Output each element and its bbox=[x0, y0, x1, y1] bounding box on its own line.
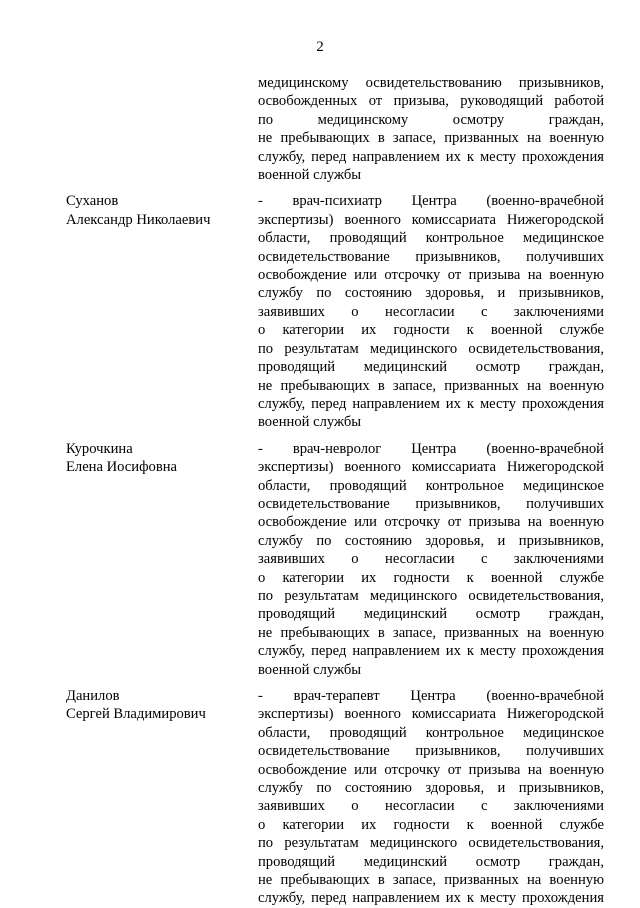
duty-line: проводящий медицинский осмотр граждан, bbox=[258, 606, 604, 623]
duty-line: проводящий медицинский осмотр граждан, bbox=[258, 853, 604, 870]
duty-line: не пребывающих в запасе, призванных на военную bbox=[258, 624, 604, 641]
duty-line: не пребывающих в запасе, призванных на военную bbox=[258, 130, 604, 147]
duty-line: - врач-невролог Центра (военно-врачебной bbox=[258, 440, 604, 457]
duty-line: заявивших о несогласии с заключениями bbox=[258, 303, 604, 320]
member-surname: Курочкина bbox=[66, 440, 133, 457]
duty-line: области, проводящий контрольное медицинское bbox=[258, 230, 604, 247]
duty-line: освобождение или отсрочку от призыва на военную bbox=[258, 267, 604, 284]
duty-line: освидетельствование призывников, получивших bbox=[258, 743, 604, 760]
member-surname: Данилов bbox=[66, 688, 120, 704]
member-name bbox=[66, 192, 258, 229]
duty-line: военной службы bbox=[258, 661, 362, 678]
commission-member-entry bbox=[66, 192, 604, 431]
duty-line: о категории их годности к военной службе bbox=[258, 569, 604, 586]
member-duties bbox=[258, 192, 604, 431]
duty-line: - врач-терапевт Центра (военно-врачебной bbox=[258, 688, 604, 704]
duty-line: службу по состоянию здоровья, и призывников, bbox=[258, 780, 604, 797]
duty-line: по результатам медицинского освидетельствования, bbox=[258, 340, 604, 357]
duty-line: военной службы bbox=[258, 414, 362, 431]
duty-line: освидетельствование призывников, получивших bbox=[258, 248, 604, 265]
member-duties bbox=[258, 440, 604, 679]
duty-line: заявивших о несогласии с заключениями bbox=[258, 798, 604, 815]
duty-line: не пребывающих в запасе, призванных на военную bbox=[258, 872, 604, 889]
duty-line: освидетельствование призывников, получивших bbox=[258, 495, 604, 512]
duty-line: службу, перед направлением их к месту прохождения bbox=[258, 395, 604, 412]
member-duties bbox=[258, 74, 604, 184]
duty-line: военной службы bbox=[258, 167, 362, 184]
member-given-names: Александр Николаевич bbox=[66, 211, 211, 228]
duty-line: не пребывающих в запасе, призванных на военную bbox=[258, 377, 604, 394]
member-duties bbox=[258, 687, 604, 908]
commission-member-entry bbox=[66, 440, 604, 679]
duty-line: области, проводящий контрольное медицинское bbox=[258, 477, 604, 494]
duty-line: экспертизы) военного комиссариата Нижегородской bbox=[258, 706, 604, 723]
duty-line: экспертизы) военного комиссариата Нижегородской bbox=[258, 459, 604, 476]
duty-line: службу, перед направлением их к месту прохождения bbox=[258, 148, 604, 165]
document-body bbox=[66, 74, 604, 908]
duty-line: заявивших о несогласии с заключениями bbox=[258, 551, 604, 568]
duty-line: о категории их годности к военной службе bbox=[258, 816, 604, 833]
duty-line: службу по состоянию здоровья, и призывников, bbox=[258, 285, 604, 302]
duty-line: освобождение или отсрочку от призыва на военную bbox=[258, 514, 604, 531]
member-given-names: Елена Иосифовна bbox=[66, 459, 178, 476]
duty-line: экспертизы) военного комиссариата Нижегородской bbox=[258, 211, 604, 228]
duty-line: области, проводящий контрольное медицинское bbox=[258, 724, 604, 741]
duty-line: службу по состоянию здоровья, и призывников, bbox=[258, 532, 604, 549]
member-surname: Суханов bbox=[66, 193, 119, 210]
duty-line: освобожденных от призыва, руководящий работой bbox=[258, 93, 604, 110]
duty-line: по результатам медицинского освидетельствования, bbox=[258, 587, 604, 604]
member-name bbox=[66, 687, 258, 724]
duty-line: о категории их годности к военной службе bbox=[258, 322, 604, 339]
duty-line: службу, перед направлением их к месту прохождения bbox=[258, 890, 604, 907]
member-given-names: Сергей Владимирович bbox=[66, 706, 206, 723]
duty-line: освобождение или отсрочку от призыва на военную bbox=[258, 761, 604, 778]
duty-line: медицинскому освидетельствованию призывников, bbox=[258, 75, 604, 91]
duty-line: проводящий медицинский осмотр граждан, bbox=[258, 359, 604, 376]
commission-member-entry bbox=[66, 687, 604, 908]
member-name bbox=[66, 440, 258, 477]
page-number: 2 bbox=[316, 39, 324, 55]
duty-line: - врач-психиатр Центра (военно-врачебной bbox=[258, 193, 604, 210]
duty-line: по медицинскому осмотру граждан, bbox=[258, 111, 604, 128]
commission-member-entry bbox=[66, 74, 604, 184]
duty-line: службу, перед направлением их к месту прохождения bbox=[258, 643, 604, 660]
duty-line: по результатам медицинского освидетельствования, bbox=[258, 835, 604, 852]
